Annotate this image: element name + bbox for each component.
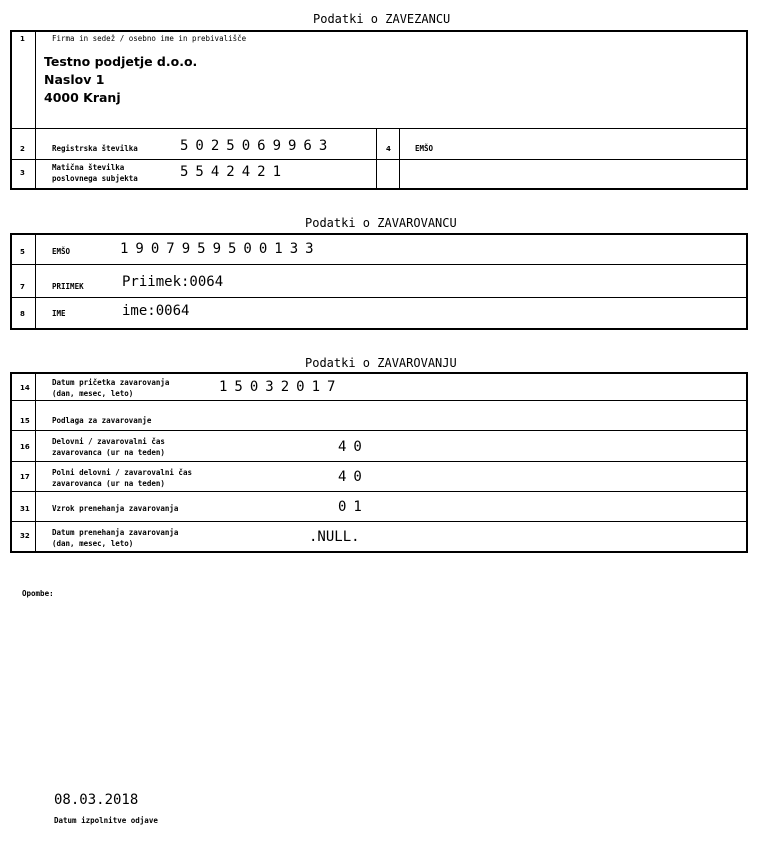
row-number: 3 <box>20 169 25 177</box>
row-divider <box>11 461 747 462</box>
row-divider <box>11 521 747 522</box>
field-label-ime: IME <box>52 309 66 318</box>
row-number: 5 <box>20 248 25 256</box>
section-title-zavarovanec: Podatki o ZAVAROVANCU <box>305 216 457 230</box>
field-label-datum-prenehanja-2: (dan, mesec, leto) <box>52 539 134 548</box>
field-label-polni-cas-2: zavarovanca (ur na teden) <box>52 479 165 488</box>
field-value-ime: ime:0064 <box>122 303 190 319</box>
row-divider <box>11 128 747 129</box>
section-title-zavezanec: Podatki o ZAVEZANCU <box>313 12 451 26</box>
row-divider <box>11 297 747 298</box>
field-label-datum-pricetka: Datum pričetka zavarovanja <box>52 378 170 387</box>
field-label-maticna-stevilka: Matična številka <box>52 163 125 172</box>
row-number: 2 <box>20 145 25 153</box>
field-label-delovni-cas-2: zavarovanca (ur na teden) <box>52 448 165 457</box>
row-number: 31 <box>20 505 30 513</box>
field-label-emso: EMŠO <box>52 247 71 256</box>
notes-label: Opombe: <box>22 589 54 598</box>
field-value-delovni-cas: 40 <box>338 439 369 455</box>
field-label-vzrok: Vzrok prenehanja zavarovanja <box>52 504 179 513</box>
row-number: 17 <box>20 473 30 481</box>
number-column-divider <box>35 31 36 189</box>
field-value-firma: Testno podjetje d.o.o. Naslov 1 4000 Kranj <box>44 54 198 105</box>
field-value-vzrok: 01 <box>338 499 369 515</box>
field-label-polni-cas: Polni delovni / zavarovalni čas <box>52 468 192 477</box>
column-divider <box>376 129 377 189</box>
field-label-priimek: PRIIMEK <box>52 282 84 291</box>
field-value-polni-cas: 40 <box>338 469 369 485</box>
field-label-delovni-cas: Delovni / zavarovalni čas <box>52 437 165 446</box>
footer-date-label: Datum izpolnitve odjave <box>54 816 158 825</box>
number-column-divider <box>35 234 36 329</box>
field-value-datum-pricetka: 15032017 <box>219 379 343 395</box>
field-label-registrska-stevilka: Registrska številka <box>52 144 138 153</box>
field-label-datum-prenehanja: Datum prenehanja zavarovanja <box>52 528 179 537</box>
field-label-maticna-stevilka-2: poslovnega subjekta <box>52 174 138 183</box>
field-value-registrska-stevilka: 5025069963 <box>180 138 335 154</box>
field-value-priimek: Priimek:0064 <box>122 274 224 290</box>
row-number: 7 <box>20 283 25 291</box>
row-number: 8 <box>20 310 25 318</box>
row-divider <box>11 400 747 401</box>
row-number: 32 <box>20 532 30 540</box>
row-number: 16 <box>20 443 30 451</box>
field-label-firma: Firma in sedež / osebno ime in prebivališče <box>52 34 247 43</box>
row-divider <box>11 264 747 265</box>
field-value-maticna-stevilka: 5542421 <box>180 164 289 180</box>
row-number: 14 <box>20 384 30 392</box>
footer-date: 08.03.2018 <box>54 792 139 808</box>
row-divider <box>11 491 747 492</box>
row-number: 4 <box>386 145 391 153</box>
field-value-datum-prenehanja: .NULL. <box>309 529 360 545</box>
field-label-emso-zavezanca: EMŠO <box>415 144 434 153</box>
field-value-emso: 1907959500133 <box>120 241 321 257</box>
row-number: 15 <box>20 417 30 425</box>
row-number: 1 <box>20 35 25 43</box>
field-label-podlaga: Podlaga za zavarovanje <box>52 416 152 425</box>
column-divider <box>399 129 400 189</box>
row-divider <box>11 430 747 431</box>
field-label-datum-pricetka-2: (dan, mesec, leto) <box>52 389 134 398</box>
section-title-zavarovanje: Podatki o ZAVAROVANJU <box>305 356 457 370</box>
row-divider <box>11 159 747 160</box>
